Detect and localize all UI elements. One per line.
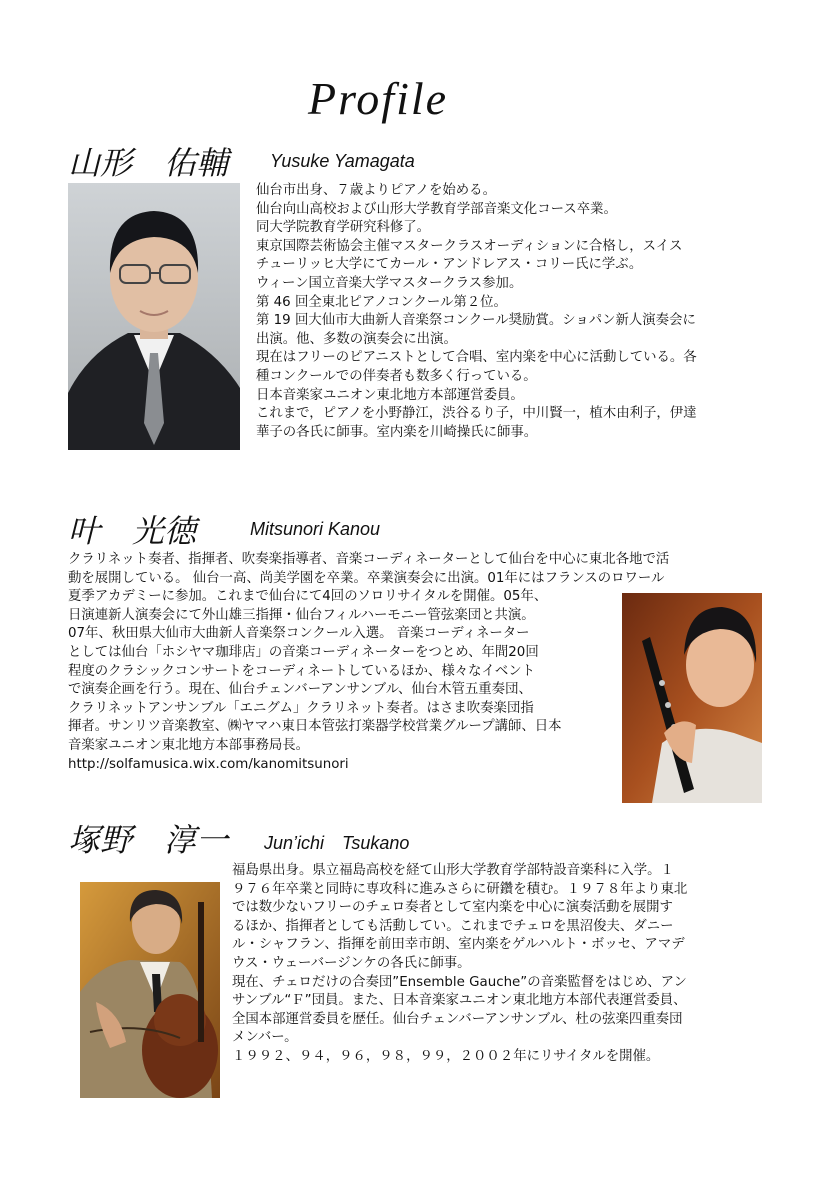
bio-line: １９９２、９４，９６，９８，９９，２００２年にリサイタルを開催。 (232, 1048, 660, 1064)
profile-name-en: Mitsunori Kanou (250, 519, 381, 539)
website-link: http://solfamusica.wix.com/kanomitsunori (68, 756, 349, 772)
bio-line: としては仙台「ホシヤマ珈琲店」の音楽コーディネーターをつとめ、年間20回 (68, 644, 539, 660)
bio-line: 第 19 回大仙市大曲新人音楽祭コンクール奨励賞。ショパン新人演奏会に (256, 313, 696, 329)
bio-line: 日演連新人演奏会にて外山雄三指揮・仙台フィルハーモニー管弦楽団と共演。 (68, 607, 535, 623)
bio-line: 華子の各氏に師事。室内楽を川崎操氏に師事。 (256, 424, 538, 440)
bio-line: 全国本部運営委員を歴任。仙台チェンバーアンサンブル、杜の弦楽四重奏団 (232, 1011, 683, 1027)
bio-line: ウィーン国立音楽大学マスタークラス参加。 (256, 275, 523, 291)
bio-line: 音楽家ユニオン東北地方本部事務局長。 (68, 737, 310, 753)
bio-line: クラリネットアンサンブル「エニグム」クラリネット奏者。はさま吹奏楽団指 (68, 700, 534, 716)
bio-line: サンブル“Ｆ”団員。また、日本音楽家ユニオン東北地方本部代表運営委員、 (232, 993, 687, 1009)
bio-line: 仙台市出身、７歳よりピアノを始める。 (256, 183, 496, 198)
profile-name-jp: 叶 光徳 (68, 512, 197, 550)
portrait-photo-yamagata (68, 183, 240, 450)
profile-bio (68, 551, 669, 774)
bio-line: 揮者。サンリツ音楽教室、㈱ヤマハ東日本管弦打楽器学校営業グループ講師、日本 (68, 719, 562, 735)
bio-line: 動を展開している。 仙台一高、尚美学園を卒業。卒業演奏会に出演。01年にはフランスのロワール (68, 570, 665, 586)
profile-name-en: Yusuke Yamagata (270, 151, 415, 171)
bio-line: 出演。他、多数の演奏会に出演。 (256, 331, 457, 347)
page-title: Profile (308, 73, 449, 124)
bio-line: チューリッヒ大学にてカール・アンドレアス・コリー氏に学ぶ。 (256, 257, 643, 273)
bio-line: ウス・ウェーバージンケの各氏に師事。 (232, 955, 471, 971)
bio-line: 仙台向山高校および山形大学教育学部音楽文化コース卒業。 (256, 201, 617, 217)
bio-line: ル・シャフラン、指揮を前田幸市朗、室内楽をゲルハルト・ボッセ、アマデ (232, 937, 685, 953)
bio-line: これまで，ピアノを小野静江，渋谷るり子，中川賢一，植木由利子，伊達 (256, 406, 697, 422)
bio-line: 福島県出身。県立福島高校を経て山形大学教育学部特設音楽科に入学。１ (232, 863, 674, 878)
bio-line: ９７６年卒業と同時に専攻科に進みさらに研鑽を積む。１９７８年より東北 (232, 881, 688, 897)
bio-line: 07年、秋田県大仙市大曲新人音楽祭コンクール入選。 音楽コーディネーター (68, 626, 530, 642)
bio-line: 東京国際芸術協会主催マスタークラスオーディションに合格し，スイス (256, 238, 683, 254)
profile-bio (232, 862, 687, 1067)
bio-line: 夏季アカデミーに参加。これまで仙台にて4回のソロリサイタルを開催。05年、 (68, 589, 548, 605)
profile-name-jp: 山形 佑輔 (68, 144, 229, 182)
bio-line: で演奏企画を行う。現在、仙台チェンバーアンサンブル、仙台木管五重奏団、 (68, 682, 532, 698)
profile-name-jp: 塚野 淳一 (68, 821, 229, 859)
bio-line: メンバー。 (232, 1030, 298, 1046)
portrait-photo-kanou (622, 593, 762, 803)
bio-line: 日本音楽家ユニオン東北地方本部運営委員。 (256, 387, 524, 403)
portrait-photo-tsukano (80, 882, 220, 1098)
profile-bio (256, 182, 697, 442)
bio-line: 種コンクールでの伴奏者も数多く行っている。 (256, 368, 537, 384)
bio-line: 程度のクラシックコンサートをコーディネートしているほか、様々なイベント (68, 663, 536, 679)
bio-line: クラリネット奏者、指揮者、吹奏楽指導者、音楽コーディネーターとして仙台を中心に東北各地で活 (68, 552, 670, 567)
bio-line: 第 46 回全東北ピアノコンクール第２位。 (256, 294, 507, 310)
bio-line: 同大学院教育学研究科修了。 (256, 220, 431, 236)
bio-line: るほか、指揮者としても活動してい。これまでチェロを黒沼俊夫、ダニー (232, 918, 674, 934)
profile-name-en: Jun’ichi Tsukano (264, 833, 410, 853)
bio-line: 現在はフリーのピアニストとして合唱、室内楽を中心に活動している。各 (256, 350, 697, 366)
bio-line: では数少ないフリーのチェロ奏者として室内楽を中心に演奏活動を展開す (232, 900, 673, 916)
bio-line: 現在、チェロだけの合奏団”Ensemble Gauche”の音楽監督をはじめ、アン (232, 974, 687, 990)
